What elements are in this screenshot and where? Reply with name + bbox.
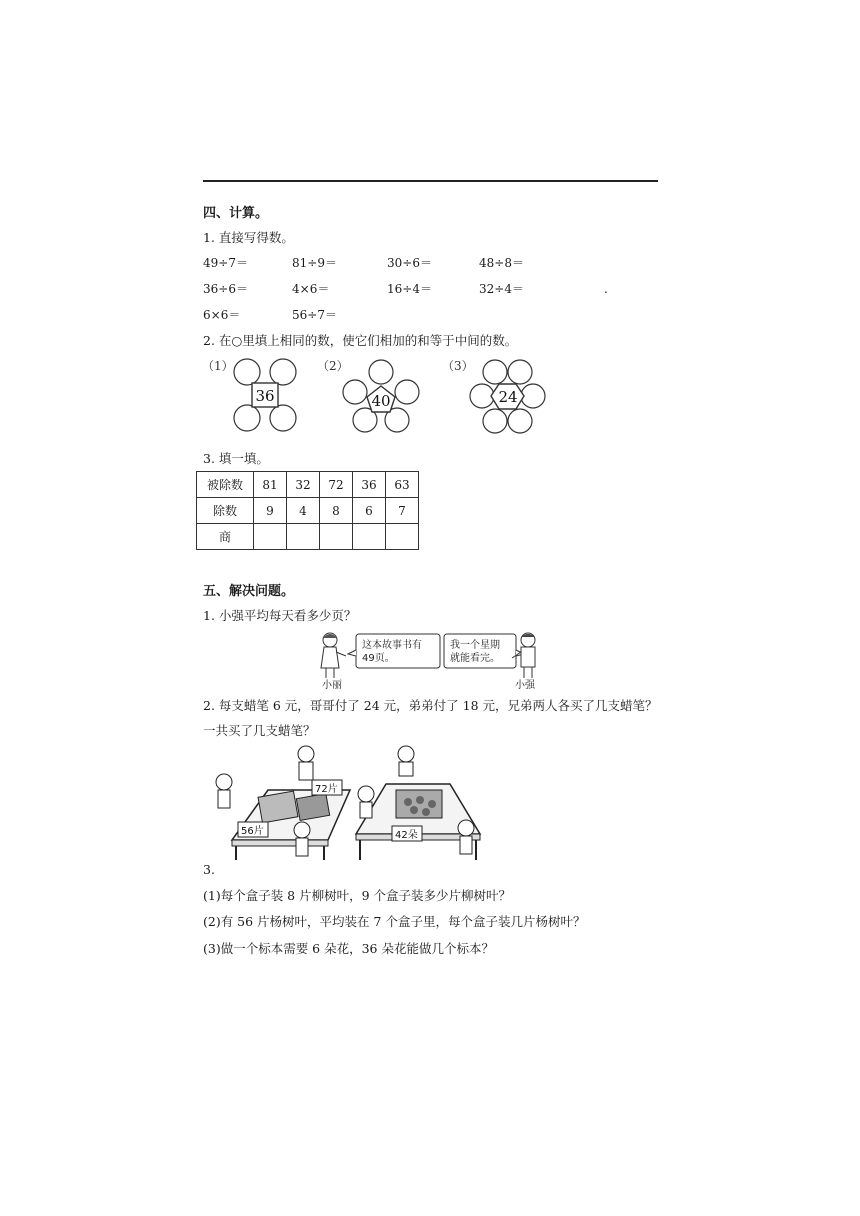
section-5-title: 五、解决问题。 <box>203 584 295 599</box>
leaves-tables-illustration <box>210 742 490 862</box>
calc-item: 32÷4＝ <box>479 282 524 296</box>
calc-item: 6×6＝ <box>203 308 241 322</box>
figure-tag: （3） <box>442 359 474 373</box>
stray-dot: . <box>604 282 608 296</box>
answer-cell[interactable] <box>287 524 320 550</box>
calc-item: 48÷8＝ <box>479 256 524 270</box>
figure-center-number: 36 <box>255 387 275 405</box>
figure-center-number: 24 <box>498 388 518 406</box>
calc-item: 56÷7＝ <box>292 308 337 322</box>
row-header: 被除数 <box>197 472 254 498</box>
table-row <box>197 498 419 524</box>
s5-q2-line2: 一共买了几支蜡笔？ <box>203 723 316 738</box>
division-table <box>196 471 419 550</box>
figure-center-number: 40 <box>371 392 391 410</box>
calc-item: 81÷9＝ <box>292 256 337 270</box>
sign-label: 72片 <box>315 784 338 795</box>
figure-tag: （1） <box>202 359 234 373</box>
answer-cell[interactable] <box>353 524 386 550</box>
girl-figure-icon <box>321 633 346 678</box>
circle-figure-1 <box>200 355 310 437</box>
bubble-right-line: 我一个星期 <box>450 640 500 651</box>
q2-label: 2. 在○里填上相同的数，使它们相加的和等于中间的数。 <box>203 333 518 348</box>
name-right: 小强 <box>515 680 535 691</box>
answer-cell[interactable] <box>320 524 353 550</box>
q1-label: 1. 直接写得数。 <box>203 230 294 245</box>
s5-q1-label: 1. 小强平均每天看多少页？ <box>203 608 357 623</box>
bubble-left-line: 49页。 <box>362 653 395 664</box>
calc-item: 16÷4＝ <box>387 282 432 296</box>
figure-tag: （2） <box>317 359 349 373</box>
table-cell: 36 <box>353 472 386 498</box>
section-4-title: 四、计算。 <box>203 206 269 221</box>
row-header: 除数 <box>197 498 254 524</box>
table-cell: 7 <box>386 498 419 524</box>
bubble-right-line: 就能看完。 <box>450 653 500 664</box>
table-row <box>197 524 419 550</box>
circle-figure-3 <box>440 355 555 437</box>
table-cell: 72 <box>320 472 353 498</box>
s5-q3-number: 3. <box>203 862 215 877</box>
table-cell: 32 <box>287 472 320 498</box>
table-row <box>197 472 419 498</box>
top-rule <box>203 180 658 182</box>
calc-item: 30÷6＝ <box>387 256 432 270</box>
table-cell: 81 <box>254 472 287 498</box>
s5-q3-item: (2)有 56 片杨树叶，平均装在 7 个盒子里，每个盒子装几片杨树叶？ <box>203 914 586 929</box>
calc-item: 4×6＝ <box>292 282 330 296</box>
table-cell: 6 <box>353 498 386 524</box>
table-cell: 8 <box>320 498 353 524</box>
dialogue-illustration <box>316 628 541 690</box>
circle-figure-2 <box>315 355 430 437</box>
calc-item: 36÷6＝ <box>203 282 248 296</box>
calc-item: 49÷7＝ <box>203 256 248 270</box>
table-cell: 9 <box>254 498 287 524</box>
bubble-left-line: 这本故事书有 <box>362 640 422 651</box>
s5-q3-item: (3)做一个标本需要 6 朵花，36 朵花能做几个标本？ <box>203 941 494 956</box>
answer-cell[interactable] <box>386 524 419 550</box>
table-cell: 4 <box>287 498 320 524</box>
q3-label: 3. 填一填。 <box>203 451 269 466</box>
s5-q2-line1: 2. 每支蜡笔 6 元，哥哥付了 24 元，弟弟付了 18 元，兄弟两人各买了几支蜡笔？ <box>203 698 658 713</box>
sign-label: 42朵 <box>395 830 418 841</box>
table-cell: 63 <box>386 472 419 498</box>
name-left: 小丽 <box>322 680 342 691</box>
answer-cell[interactable] <box>254 524 287 550</box>
s5-q3-item: (1)每个盒子装 8 片柳树叶，9 个盒子装多少片柳树叶？ <box>203 888 512 903</box>
sign-label: 56片 <box>241 826 264 837</box>
row-header: 商 <box>197 524 254 550</box>
